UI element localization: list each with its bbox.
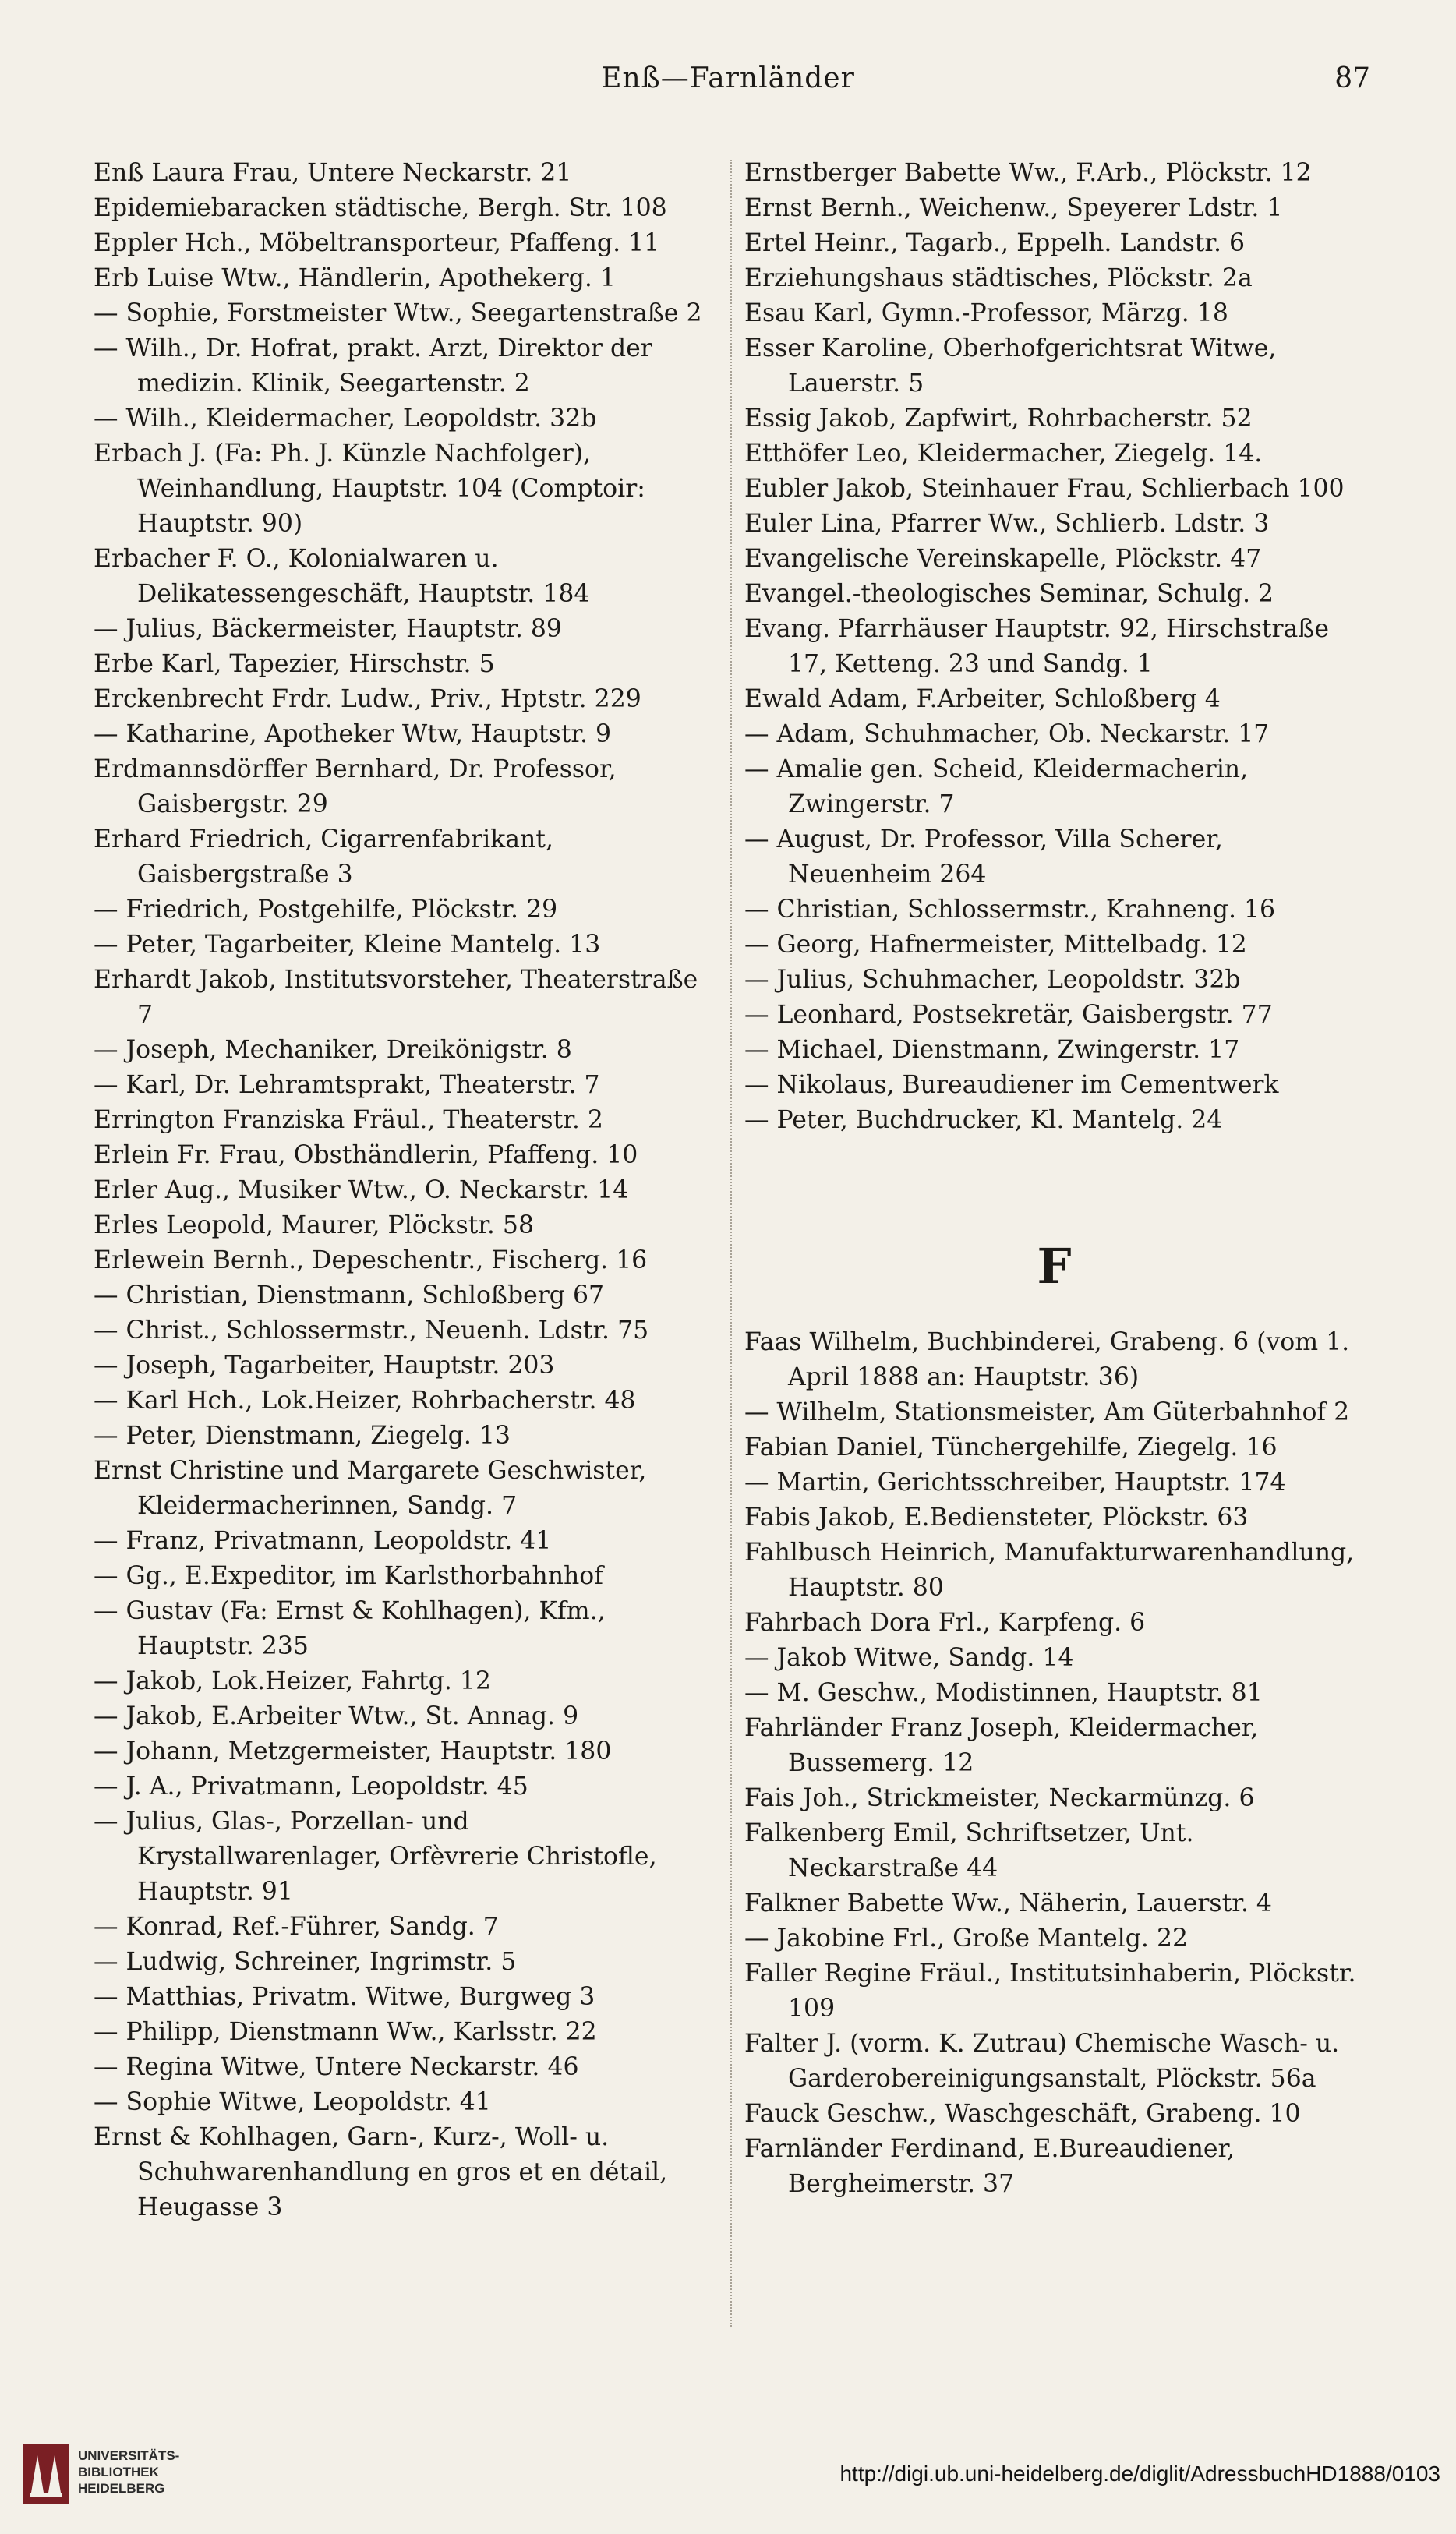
directory-entry: Ewald Adam, F.Arbeiter, Schloßberg 4 <box>744 685 1221 713</box>
directory-entry: — Friedrich, Postgehilfe, Plöckstr. 29 <box>94 896 558 924</box>
directory-entry: Erhardt Jakob, Institutsvorsteher, Theaterstraße 7 <box>94 966 698 1029</box>
directory-entry: — Leonhard, Postsekretär, Gaisbergstr. 77 <box>744 1001 1273 1029</box>
directory-entry: Ernstberger Babette Ww., F.Arb., Plöckstr. 12 <box>744 159 1312 187</box>
directory-entry: — Karl, Dr. Lehramtsprakt, Theaterstr. 7 <box>94 1071 600 1099</box>
directory-entry: — Sophie, Forstmeister Wtw., Seegartenstraße 2 <box>94 299 702 327</box>
directory-entry: Fabis Jakob, E.Bediensteter, Plöckstr. 63 <box>744 1504 1249 1532</box>
directory-entry: — Martin, Gerichtsschreiber, Hauptstr. 174 <box>744 1468 1286 1497</box>
directory-entry: Falter J. (vorm. K. Zutrau) Chemische Wasch- u. Garderobereinigungsanstalt, Plöckstr. 56a <box>744 2030 1340 2093</box>
directory-entry: Erles Leopold, Maurer, Plöckstr. 58 <box>94 1211 535 1239</box>
directory-entry: Errington Franziska Fräul., Theaterstr. 2 <box>94 1106 603 1134</box>
directory-entry: Erbach J. (Fa: Ph. J. Künzle Nachfolger), Weinhandlung, Hauptstr. 104 (Comptoir: Hauptstr. 90) <box>94 440 645 538</box>
library-name-line: HEIDELBERG <box>78 2481 165 2496</box>
directory-entry: Erler Aug., Musiker Wtw., O. Neckarstr. 14 <box>94 1176 629 1204</box>
page-number: 87 <box>1334 62 1370 94</box>
directory-entry: Essig Jakob, Zapfwirt, Rohrbacherstr. 52 <box>744 405 1253 433</box>
directory-entry: — Wilh., Dr. Hofrat, prakt. Arzt, Direktor der medizin. Klinik, Seegartenstr. 2 <box>94 334 652 398</box>
library-name-line: UNIVERSITÄTS- <box>78 2448 180 2463</box>
directory-entry: — Franz, Privatmann, Leopoldstr. 41 <box>94 1527 552 1555</box>
directory-entry: — Philipp, Dienstmann Ww., Karlsstr. 22 <box>94 2018 597 2046</box>
directory-entry: Esau Karl, Gymn.-Professor, Märzg. 18 <box>744 299 1228 327</box>
directory-entry: — Julius, Schuhmacher, Leopoldstr. 32b <box>744 966 1241 994</box>
directory-entry: — Matthias, Privatm. Witwe, Burgweg 3 <box>94 1983 595 2011</box>
directory-entry: Esser Karoline, Oberhofgerichtsrat Witwe, Lauerstr. 5 <box>744 334 1277 398</box>
directory-entry: — Joseph, Mechaniker, Dreikönigstr. 8 <box>94 1036 572 1064</box>
directory-entry: Erb Luise Wtw., Händlerin, Apothekerg. 1 <box>94 264 616 292</box>
directory-entry: Fahrländer Franz Joseph, Kleidermacher, Bussemerg. 12 <box>744 1714 1259 1777</box>
directory-entry: Ernst & Kohlhagen, Garn-, Kurz-, Woll- u. Schuhwarenhandlung en gros et en détail, Heugasse 3 <box>94 2123 668 2221</box>
section-letter-f: F <box>1037 1238 1072 1295</box>
running-title: Enß—Farnländer <box>601 62 855 94</box>
directory-entry: Erziehungshaus städtisches, Plöckstr. 2a <box>744 264 1253 292</box>
left-column <box>94 156 713 2225</box>
page-header <box>0 56 1456 111</box>
directory-entry: — Michael, Dienstmann, Zwingerstr. 17 <box>744 1036 1240 1064</box>
directory-entry: Evangelische Vereinskapelle, Plöckstr. 47 <box>744 545 1262 573</box>
directory-entry: Falkenberg Emil, Schriftsetzer, Unt. Neckarstraße 44 <box>744 1819 1194 1882</box>
library-name-line: BIBLIOTHEK <box>78 2465 159 2479</box>
directory-entry: — Jakob, Lok.Heizer, Fahrtg. 12 <box>94 1667 491 1695</box>
section-spacer <box>744 1138 1364 1208</box>
directory-entry: Fais Joh., Strickmeister, Neckarmünzg. 6 <box>744 1784 1255 1812</box>
directory-entry: — Julius, Bäckermeister, Hauptstr. 89 <box>94 615 562 643</box>
column-divider <box>730 160 732 2327</box>
directory-entry: — Christian, Schlossermstr., Krahneng. 16 <box>744 896 1276 924</box>
directory-entry: — Karl Hch., Lok.Heizer, Rohrbacherstr. 48 <box>94 1387 636 1415</box>
directory-entry: Enß Laura Frau, Untere Neckarstr. 21 <box>94 159 572 187</box>
directory-entry: Falkner Babette Ww., Näherin, Lauerstr. 4 <box>744 1889 1272 1917</box>
directory-entry: — J. A., Privatmann, Leopoldstr. 45 <box>94 1772 528 1801</box>
directory-entry: — Peter, Tagarbeiter, Kleine Mantelg. 13 <box>94 931 601 959</box>
directory-entry: Erhard Friedrich, Cigarrenfabrikant, Gaisbergstraße 3 <box>94 825 553 889</box>
directory-entry: — Jakobine Frl., Große Mantelg. 22 <box>744 1924 1189 1953</box>
directory-entry: — Georg, Hafnermeister, Mittelbadg. 12 <box>744 931 1247 959</box>
directory-entry: Eubler Jakob, Steinhauer Frau, Schlierbach 100 <box>744 475 1345 503</box>
directory-entry: Fahlbusch Heinrich, Manufakturwarenhandlung, Hauptstr. 80 <box>744 1539 1355 1602</box>
directory-entry: — August, Dr. Professor, Villa Scherer, Neuenheim 264 <box>744 825 1223 889</box>
source-url-link[interactable]: http://digi.ub.uni-heidelberg.de/diglit/AdressbuchHD1888/0103 <box>839 2462 1440 2486</box>
library-name <box>78 2447 179 2497</box>
directory-entry: — Christian, Dienstmann, Schloßberg 67 <box>94 1281 605 1309</box>
directory-entry: Faller Regine Fräul., Institutsinhaberin, Plöckstr. 109 <box>744 1960 1356 2023</box>
directory-entry: — Regina Witwe, Untere Neckarstr. 46 <box>94 2053 579 2081</box>
directory-entry: — Katharine, Apotheker Wtw, Hauptstr. 9 <box>94 720 612 748</box>
directory-entry: Erlewein Bernh., Depeschentr., Fischerg. 16 <box>94 1246 648 1274</box>
directory-entry: Erbacher F. O., Kolonialwaren u. Delikatessengeschäft, Hauptstr. 184 <box>94 545 590 608</box>
directory-entry: — Jakob, E.Arbeiter Wtw., St. Annag. 9 <box>94 1702 579 1730</box>
directory-entry: Erdmannsdörffer Bernhard, Dr. Professor, Gaisbergstr. 29 <box>94 755 617 818</box>
directory-entry: Fauck Geschw., Waschgeschäft, Grabeng. 10 <box>744 2100 1301 2128</box>
directory-entry: Erckenbrecht Frdr. Ludw., Priv., Hptstr. 229 <box>94 685 641 713</box>
directory-entry: — Wilhelm, Stationsmeister, Am Güterbahnhof 2 <box>744 1398 1350 1426</box>
directory-entry: — Joseph, Tagarbeiter, Hauptstr. 203 <box>94 1352 555 1380</box>
directory-entry: — Nikolaus, Bureaudiener im Cementwerk <box>744 1071 1279 1099</box>
directory-entry: Eppler Hch., Möbeltransporteur, Pfaffeng. 11 <box>94 229 660 257</box>
right-column-e-entries <box>744 156 1364 1138</box>
directory-entry: — Amalie gen. Scheid, Kleidermacherin, Zwingerstr. 7 <box>744 755 1249 818</box>
directory-entry: Erlein Fr. Frau, Obsthändlerin, Pfaffeng. 10 <box>94 1141 638 1169</box>
directory-entry: Ernst Bernh., Weichenw., Speyerer Ldstr. 1 <box>744 194 1283 222</box>
directory-entry: Ernst Christine und Margarete Geschwister, Kleidermacherinnen, Sandg. 7 <box>94 1457 647 1520</box>
directory-entry: — Peter, Buchdrucker, Kl. Mantelg. 24 <box>744 1106 1223 1134</box>
directory-entry: — Wilh., Kleidermacher, Leopoldstr. 32b <box>94 405 597 433</box>
page-footer <box>0 2432 1456 2518</box>
directory-entry: Fabian Daniel, Tünchergehilfe, Ziegelg. 16 <box>744 1433 1278 1461</box>
directory-entry: — M. Geschw., Modistinnen, Hauptstr. 81 <box>744 1679 1263 1707</box>
directory-entry: — Gg., E.Expeditor, im Karlsthorbahnhof <box>94 1562 603 1590</box>
directory-entry: Erbe Karl, Tapezier, Hirschstr. 5 <box>94 650 495 678</box>
directory-entry: — Konrad, Ref.-Führer, Sandg. 7 <box>94 1913 499 1941</box>
university-library-logo-icon <box>22 2443 70 2505</box>
directory-entry: — Julius, Glas-, Porzellan- und Krystallwarenlager, Orfèvrerie Christofle, Hauptstr. 91 <box>94 1808 657 1906</box>
directory-entry: — Adam, Schuhmacher, Ob. Neckarstr. 17 <box>744 720 1270 748</box>
directory-entry: Evang. Pfarrhäuser Hauptstr. 92, Hirschstraße 17, Ketteng. 23 und Sandg. 1 <box>744 615 1329 678</box>
directory-entry: — Peter, Dienstmann, Ziegelg. 13 <box>94 1422 511 1450</box>
right-column-f-entries <box>744 1325 1364 2202</box>
directory-entry: — Johann, Metzgermeister, Hauptstr. 180 <box>94 1737 612 1765</box>
right-column <box>744 156 1364 2202</box>
directory-entry: Etthöfer Leo, Kleidermacher, Ziegelg. 14. <box>744 440 1263 468</box>
directory-entry: — Ludwig, Schreiner, Ingrimstr. 5 <box>94 1948 517 1976</box>
directory-entry: Evangel.-theologisches Seminar, Schulg. 2 <box>744 580 1274 608</box>
directory-entry: Euler Lina, Pfarrer Ww., Schlierb. Ldstr. 3 <box>744 510 1270 538</box>
directory-entry: Faas Wilhelm, Buchbinderei, Grabeng. 6 (vom 1. April 1888 an: Hauptstr. 36) <box>744 1328 1350 1391</box>
directory-entry: Ertel Heinr., Tagarb., Eppelh. Landstr. 6 <box>744 229 1246 257</box>
directory-entry: Epidemiebaracken städtische, Bergh. Str. 108 <box>94 194 667 222</box>
directory-entry: — Christ., Schlossermstr., Neuenh. Ldstr. 75 <box>94 1316 649 1345</box>
directory-entry: Fahrbach Dora Frl., Karpfeng. 6 <box>744 1609 1146 1637</box>
directory-entry: — Sophie Witwe, Leopoldstr. 41 <box>94 2088 491 2116</box>
directory-entry: — Gustav (Fa: Ernst & Kohlhagen), Kfm., Hauptstr. 235 <box>94 1597 606 1660</box>
directory-entry: Farnländer Ferdinand, E.Bureaudiener, Bergheimerstr. 37 <box>744 2135 1235 2198</box>
directory-entry: — Jakob Witwe, Sandg. 14 <box>744 1644 1074 1672</box>
